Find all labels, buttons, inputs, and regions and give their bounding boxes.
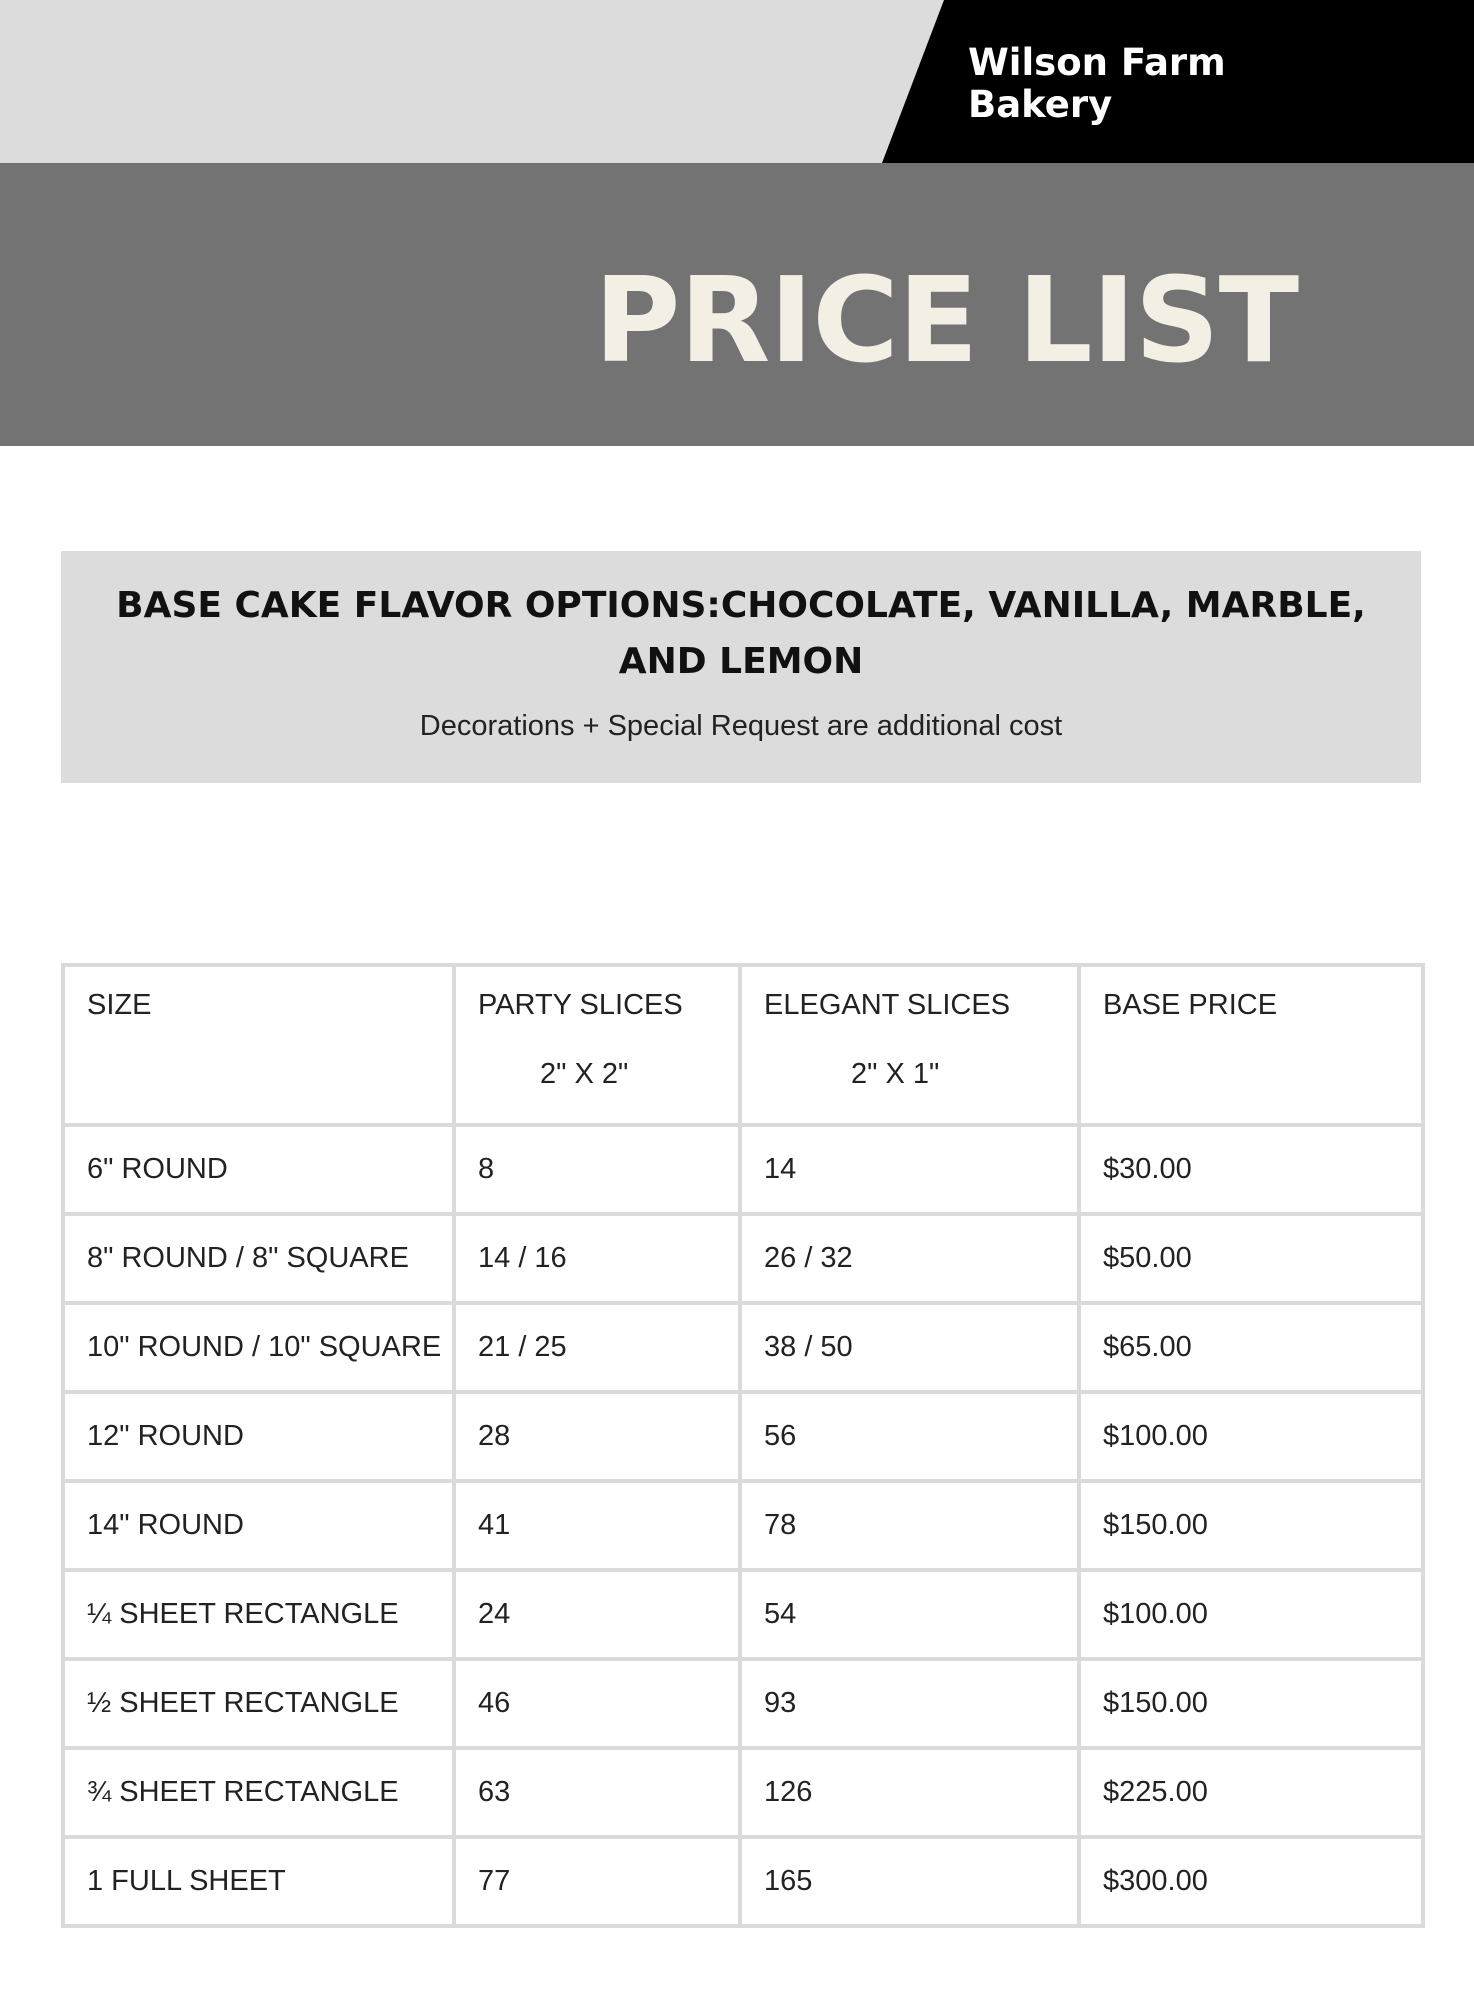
cell-party-slices: 24 — [454, 1570, 740, 1659]
cell-size: 8" ROUND / 8" SQUARE — [63, 1214, 454, 1303]
cell-base-price: $50.00 — [1079, 1214, 1423, 1303]
table-header-row — [63, 965, 1423, 1125]
cell-party-slices: 8 — [454, 1125, 740, 1214]
cell-size: ¼ SHEET RECTANGLE — [63, 1570, 454, 1659]
table-row — [63, 1303, 1423, 1392]
cell-size: 10" ROUND / 10" SQUARE — [63, 1303, 454, 1392]
cell-elegant-slices: 26 / 32 — [740, 1214, 1079, 1303]
table-row — [63, 1214, 1423, 1303]
cell-base-price: $100.00 — [1079, 1570, 1423, 1659]
header-party-dimensions: 2" X 2" — [540, 1058, 629, 1090]
table-row — [63, 1748, 1423, 1837]
cell-elegant-slices: 14 — [740, 1125, 1079, 1214]
cell-party-slices: 46 — [454, 1659, 740, 1748]
table-row — [63, 1837, 1423, 1926]
cell-size: ½ SHEET RECTANGLE — [63, 1659, 454, 1748]
header-size-label: SIZE — [87, 989, 152, 1021]
cell-party-slices: 77 — [454, 1837, 740, 1926]
table-row — [63, 1125, 1423, 1214]
header-size — [63, 965, 454, 1125]
cell-base-price: $300.00 — [1079, 1837, 1423, 1926]
cell-base-price: $150.00 — [1079, 1481, 1423, 1570]
cell-elegant-slices: 126 — [740, 1748, 1079, 1837]
cell-base-price: $225.00 — [1079, 1748, 1423, 1837]
table-row — [63, 1481, 1423, 1570]
header-elegant-slices — [740, 965, 1079, 1125]
cell-size: 1 FULL SHEET — [63, 1837, 454, 1926]
cell-party-slices: 28 — [454, 1392, 740, 1481]
cell-elegant-slices: 56 — [740, 1392, 1079, 1481]
price-table — [61, 963, 1425, 1928]
cell-elegant-slices: 54 — [740, 1570, 1079, 1659]
cell-base-price: $100.00 — [1079, 1392, 1423, 1481]
cell-party-slices: 14 / 16 — [454, 1214, 740, 1303]
header-base-price — [1079, 965, 1423, 1125]
brand-name: Wilson Farm Bakery — [968, 41, 1226, 126]
cell-size: ¾ SHEET RECTANGLE — [63, 1748, 454, 1837]
cell-base-price: $30.00 — [1079, 1125, 1423, 1214]
cell-party-slices: 63 — [454, 1748, 740, 1837]
cell-party-slices: 41 — [454, 1481, 740, 1570]
page-title: PRICE LIST — [594, 251, 1299, 389]
cell-elegant-slices: 165 — [740, 1837, 1079, 1926]
cell-size: 12" ROUND — [63, 1392, 454, 1481]
additional-cost-note: Decorations + Special Request are additional cost — [419, 710, 1063, 742]
flavor-heading: BASE CAKE FLAVOR OPTIONS:CHOCOLATE, VANILLA, MARBLE, AND LEMON — [116, 585, 1366, 682]
table-row — [63, 1659, 1423, 1748]
cell-elegant-slices: 38 / 50 — [740, 1303, 1079, 1392]
cell-size: 6" ROUND — [63, 1125, 454, 1214]
header-price-label: BASE PRICE — [1103, 989, 1278, 1021]
header-party-slices — [454, 965, 740, 1125]
cell-elegant-slices: 78 — [740, 1481, 1079, 1570]
cell-elegant-slices: 93 — [740, 1659, 1079, 1748]
cell-party-slices: 21 / 25 — [454, 1303, 740, 1392]
header-elegant-label: ELEGANT SLICES — [764, 989, 1011, 1021]
header-elegant-dimensions: 2" X 1" — [851, 1058, 940, 1090]
flavor-info-box — [61, 551, 1421, 783]
cell-base-price: $150.00 — [1079, 1659, 1423, 1748]
header-party-label: PARTY SLICES — [478, 989, 683, 1021]
cell-size: 14" ROUND — [63, 1481, 454, 1570]
cell-base-price: $65.00 — [1079, 1303, 1423, 1392]
table-row — [63, 1570, 1423, 1659]
table-row — [63, 1392, 1423, 1481]
